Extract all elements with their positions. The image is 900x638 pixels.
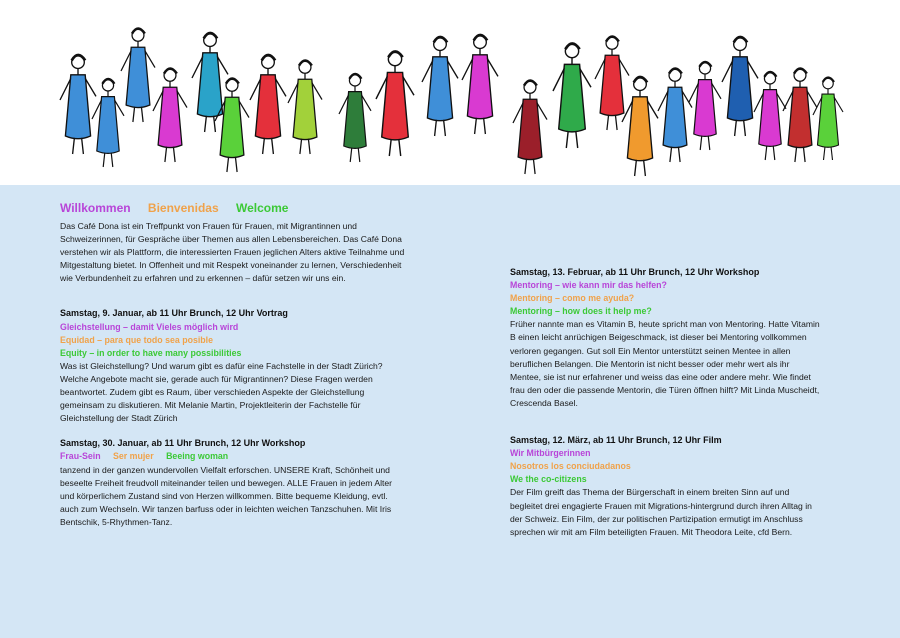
dancer-figure <box>754 72 786 160</box>
dancer-figure <box>462 35 498 134</box>
event-subtitle-es: Nosotros los conciudadanos <box>510 461 631 472</box>
event-subtitle-en: Mentoring – how does it help me? <box>510 306 652 317</box>
left-column <box>60 200 405 529</box>
event-subtitle-en: Beeing woman <box>166 451 229 462</box>
right-column <box>510 266 820 539</box>
welcome-heading <box>60 200 405 216</box>
event-subtitle-de: Wir Mitbürgerinnen <box>510 448 591 459</box>
dancer-figure <box>153 69 187 163</box>
dancer-figure <box>192 33 228 132</box>
event-text: tanzend in der ganzen wundervollen Vielfalt erforschen. UNSERE Kraft, Schönheit und beseelte Freiheit freudvoll miteinander teilen und bewegen. ALLE Frauen in jedem Alter und körperlichem Zustand sind von Herzen willkommen. Bitte bequeme Kleidung, evtl. auch zum Wechseln. Wir tanzen barfuss oder in leichten weichen Tanzschuhen. Mit Iris Bentschik, 5-Rhythmen-Tanz. <box>60 464 393 527</box>
welcome-es: Bienvenidas <box>147 201 219 215</box>
intro-text: Das Café Dona ist ein Treffpunkt von Frauen für Frauen, mit Migrantinnen und Schweizerinnen, für Gespräche über Themen aus allen Lebensbereichen. Das Café Dona verstehen wir als Plattform, die interessierten Frauen jeglichen Alters aktive Teilnahme und Mitgestaltung bietet. In Offenheit und mit Respekt voneinander zu lernen, Verschiedenheit wie Verbundenheit zu erfahren und zu erkennen – dafür setzen wir uns ein. <box>60 221 405 284</box>
event-title: Samstag, 12. März, ab 11 Uhr Brunch, 12 Uhr Film <box>510 435 722 446</box>
event-subtitle-en: We the co-citizens <box>510 474 587 485</box>
dancer-figure <box>722 37 758 136</box>
event-block <box>60 437 405 529</box>
event-block <box>510 266 820 410</box>
event-block <box>60 307 405 425</box>
event-title: Samstag, 13. Februar, ab 11 Uhr Brunch, 12 Uhr Workshop <box>510 267 760 277</box>
event-subtitle-de: Gleichstellung – damit Vieles möglich wird <box>60 321 239 332</box>
dancer-figure <box>60 55 96 154</box>
welcome-de: Willkommen <box>60 201 131 215</box>
event-text: Früher nannte man es Vitamin B, heute spricht man von Mentoring. Hatte Vitamin B einen leicht anrüchigen Beigeschmack, ist dieser bei Mentoring vollkommen verloren gegangen. Gut soll Ein Mentor unterstützt seinen Mentee in allen beruflichen Belangen. Die Mentorin ist nicht besser oder mehr wert als ihr Mentee, sie ist nur erfahrener und weiss das eine oder andere mehr. Wie findet frau den oder die passende Mentorin, die Türen öffnen hilft? Mit Linda Muscheidt, Crescenda Basel. <box>510 319 820 408</box>
event-subtitle-de: Mentoring – wie kann mir das helfen? <box>510 280 667 291</box>
event-text: Was ist Gleichstellung? Und warum gibt es dafür eine Fachstelle in der Stadt Zürich? Welche Angebote macht sie, gerade auch für Migrantinnen? Diese Fragen werden beantwortet. Zudem gibt es Raum, über verschieden Aspekte der Gleichstellung gemeinsam zu diskutieren. Mit Melanie Martin, Projektleiterin der Fachstelle für Gleichstellung der Stadt Zürich <box>60 360 383 424</box>
dancer-figure <box>513 81 547 175</box>
event-title: Samstag, 30. Januar, ab 11 Uhr Brunch, 12 Uhr Workshop <box>60 438 306 449</box>
event-text: Der Film greift das Thema der Bürgerschaft in einem breiten Sinn auf und begleitet drei engagierte Frauen mit Migrations-hintergrund durch ihren Alltag in der Schweiz. Ein Film, der zur politischen Partizipation ermutigt im Anschluss sprechen wir mit am Film beteiligten Frauen. Mit Theodora Leite, cfd Bern. <box>510 487 812 537</box>
dancer-figure <box>288 61 322 155</box>
dancing-women-illustration <box>0 0 900 185</box>
dancer-figure <box>553 43 591 148</box>
dancer-figure <box>622 77 658 176</box>
dancer-figure <box>689 62 721 150</box>
header-illustration-area <box>0 0 900 185</box>
dancer-figure <box>422 37 458 136</box>
dancer-figure <box>339 74 371 162</box>
event-subtitles <box>60 450 405 463</box>
event-subtitle-es: Ser mujer <box>113 451 154 462</box>
dancer-figure <box>92 79 124 167</box>
event-subtitle-es: Equidad – para que todo sea posible <box>60 334 213 345</box>
dancer-figure <box>595 37 629 131</box>
dancer-figure <box>250 55 286 154</box>
event-title: Samstag, 9. Januar, ab 11 Uhr Brunch, 12 Uhr Vortrag <box>60 308 288 319</box>
event-subtitle-de: Frau-Sein <box>60 451 101 462</box>
dancer-figure <box>658 69 692 163</box>
welcome-en: Welcome <box>235 201 289 215</box>
event-subtitle-en: Equity – in order to have many possibilities <box>60 347 242 358</box>
dancer-figure <box>783 69 817 163</box>
dancer-figure <box>121 28 155 122</box>
event-subtitle-es: Mentoring – como me ayuda? <box>510 293 635 304</box>
dancer-figure <box>376 51 414 156</box>
event-block <box>510 434 820 539</box>
dancer-figure <box>813 78 843 161</box>
